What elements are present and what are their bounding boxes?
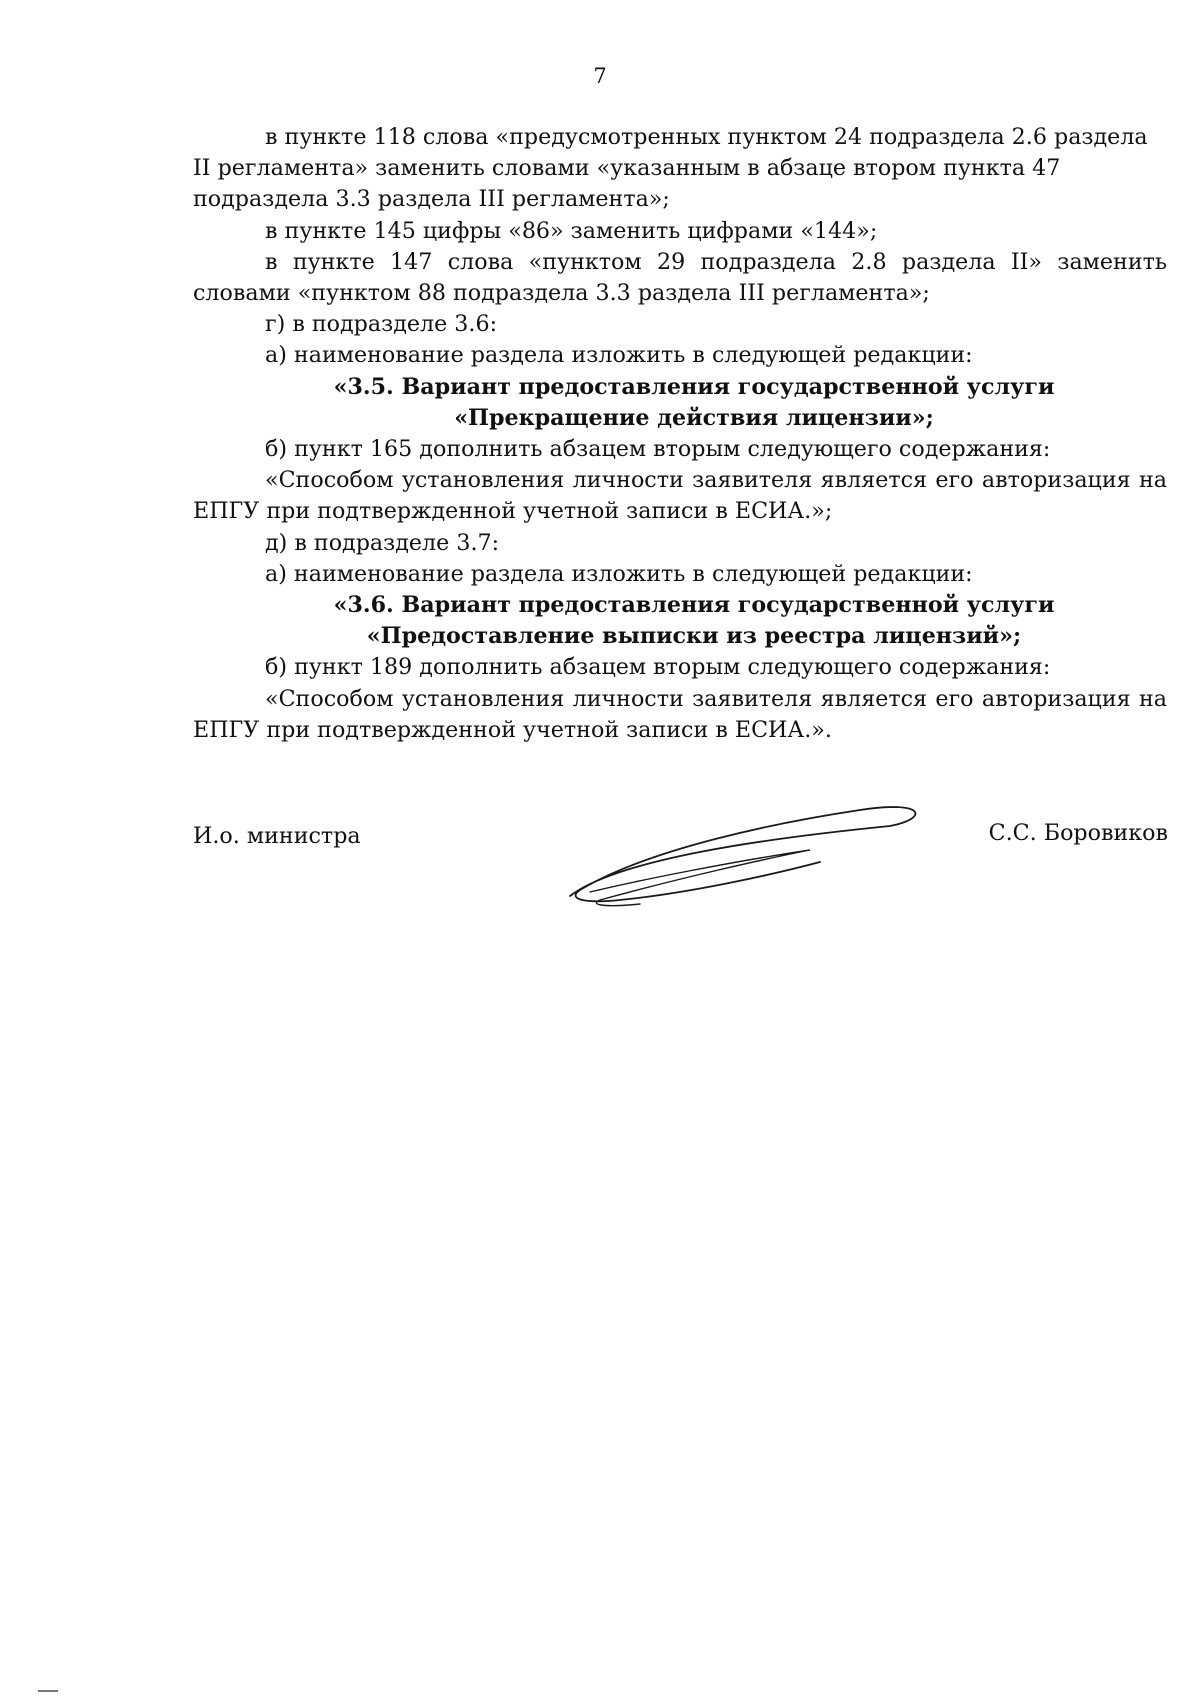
signer-name: С.С. Боровиков [988, 820, 1168, 846]
heading-3-5-line2: «Прекращение действия лицензии»; [454, 404, 934, 431]
heading-3-5-line1: «3.5. Вариант предоставления государственной услуги [333, 373, 1055, 400]
paragraph-subsection-3-7: д) в подразделе 3.7: [265, 529, 500, 556]
handwritten-signature [560, 800, 930, 910]
body-text [193, 122, 1167, 746]
paragraph-item-189: б) пункт 189 дополнить абзацем вторым следующего содержания: [265, 654, 1051, 681]
paragraph-subsection-3-6: г) в подразделе 3.6: [265, 311, 498, 338]
paragraph-item-147: в пункте 147 слова «пунктом 29 подраздела 2.8 раздела II» заменить словами «пунктом 88 подраздела 3.3 раздела III регламента»; [193, 248, 1167, 307]
paragraph-item-118: в пункте 118 слова «предусмотренных пунктом 24 подраздела 2.6 раздела II регламента» заменить словами «указанным в абзаце втором пункта 47 подраздела 3.3 раздела III регламента»; [193, 124, 1148, 213]
paragraph-rename-section-a2: а) наименование раздела изложить в следующей редакции: [265, 560, 973, 587]
paragraph-item-165: б) пункт 165 дополнить абзацем вторым следующего содержания: [265, 436, 1051, 463]
heading-3-6-line1: «3.6. Вариант предоставления государственной услуги [333, 592, 1055, 619]
signatory-position: И.о. министра [193, 823, 361, 849]
paragraph-quote-1: «Способом установления личности заявителя является его авторизация на ЕПГУ при подтвержденной учетной записи в ЕСИА.»; [193, 467, 1167, 525]
paragraph-quote-2: «Способом установления личности заявителя является его авторизация на ЕПГУ при подтвержденной учетной записи в ЕСИА.». [193, 685, 1167, 743]
paragraph-item-145: в пункте 145 цифры «86» заменить цифрами «144»; [265, 217, 878, 244]
page-number: 7 [593, 64, 607, 88]
paragraph-rename-section-a1: а) наименование раздела изложить в следующей редакции: [265, 342, 973, 369]
scan-mark [38, 1690, 58, 1692]
heading-3-6-line2: «Предоставление выписки из реестра лицензий»; [366, 623, 1022, 650]
